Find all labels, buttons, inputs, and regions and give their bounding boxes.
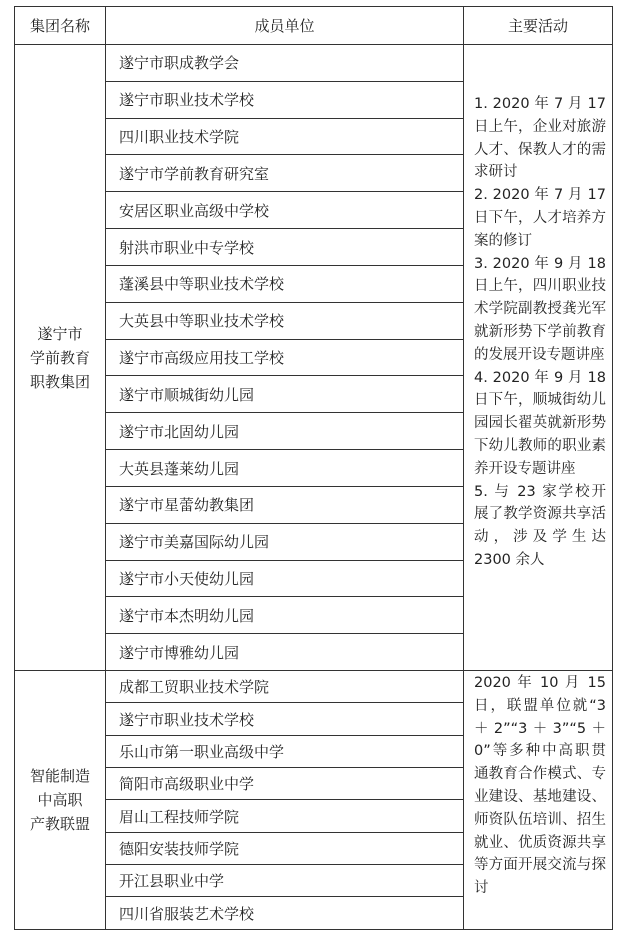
member-unit-cell: 射洪市职业中专学校: [106, 229, 464, 266]
member-unit-cell: 大英县蓬莱幼儿园: [106, 450, 464, 487]
table-row: [15, 671, 613, 703]
member-unit-cell: 四川省服装艺术学校: [106, 897, 464, 930]
activity-item: 5. 与 23 家学校开展了教学资源共享活动，涉及学生达 2300 余人: [474, 483, 606, 568]
group-name-cell: [15, 45, 106, 671]
member-unit-cell: 蓬溪县中等职业技术学校: [106, 265, 464, 302]
group-name-line: 职教集团: [29, 372, 90, 391]
member-unit-cell: 遂宁市职业技术学校: [106, 703, 464, 735]
member-unit-cell: 开江县职业中学: [106, 865, 464, 897]
member-unit-cell: 遂宁市高级应用技工学校: [106, 339, 464, 376]
member-unit-cell: 遂宁市本杰明幼儿园: [106, 597, 464, 634]
activities-cell: [464, 671, 613, 930]
member-unit-cell: 大英县中等职业技术学校: [106, 302, 464, 339]
activity-item: 3. 2020 年 9 月 18 日上午，四川职业技术学院副教授龚光军就新形势下学前教育的发展开设专题讲座: [474, 255, 606, 363]
member-unit-cell: 眉山工程技师学院: [106, 800, 464, 832]
activity-item: 2020 年 10 月 15 日，联盟单位就“3＋2”“3＋3”“5＋0”等多种中高职贯通教育合作模式、专业建设、基地建设、师资队伍培训、招生就业、优质资源共享等方面开展交流与探讨: [474, 675, 606, 897]
activity-item: 1. 2020 年 7 月 17 日上午，企业对旅游人才、保教人才的需求研讨: [474, 96, 606, 181]
activity-item: 4. 2020 年 9 月 18 日下午，顺城街幼儿园园长翟英就新形势下幼儿教师的职业素养开设专题讲座: [474, 369, 606, 477]
group-name-line: 中高职: [37, 791, 83, 810]
group-name-cell: [15, 671, 106, 930]
group-name-line: 遂宁市: [37, 324, 83, 343]
member-unit-cell: 遂宁市博雅幼儿园: [106, 634, 464, 671]
group-name-line: 智能制造: [29, 767, 90, 786]
member-unit-cell: 遂宁市职业技术学校: [106, 81, 464, 118]
member-unit-cell: 遂宁市学前教育研究室: [106, 155, 464, 192]
group-name-line: 产教联盟: [29, 815, 90, 834]
member-unit-cell: 遂宁市美嘉国际幼儿园: [106, 523, 464, 560]
member-unit-cell: 乐山市第一职业高级中学: [106, 735, 464, 767]
header-group-name: 集团名称: [15, 7, 106, 45]
member-unit-cell: 安居区职业高级中学校: [106, 192, 464, 229]
member-unit-cell: 德阳安装技师学院: [106, 832, 464, 864]
member-unit-cell: 遂宁市星蕾幼教集团: [106, 486, 464, 523]
member-unit-cell: 遂宁市职成教学会: [106, 45, 464, 82]
activities-cell: [464, 45, 613, 671]
member-unit-cell: 四川职业技术学院: [106, 118, 464, 155]
member-unit-cell: 遂宁市小天使幼儿园: [106, 560, 464, 597]
table-header-row: [15, 7, 613, 45]
member-unit-cell: 成都工贸职业技术学院: [106, 671, 464, 703]
header-member-unit: 成员单位: [106, 7, 464, 45]
activity-item: 2. 2020 年 7 月 17 日下午，人才培养方案的修订: [474, 187, 606, 249]
member-unit-cell: 遂宁市北固幼儿园: [106, 413, 464, 450]
table-row: [15, 45, 613, 82]
member-unit-cell: 简阳市高级职业中学: [106, 768, 464, 800]
member-units-table: [14, 6, 613, 930]
group-name-line: 学前教育: [29, 348, 90, 367]
member-unit-cell: 遂宁市顺城街幼儿园: [106, 376, 464, 413]
header-main-activities: 主要活动: [464, 7, 613, 45]
